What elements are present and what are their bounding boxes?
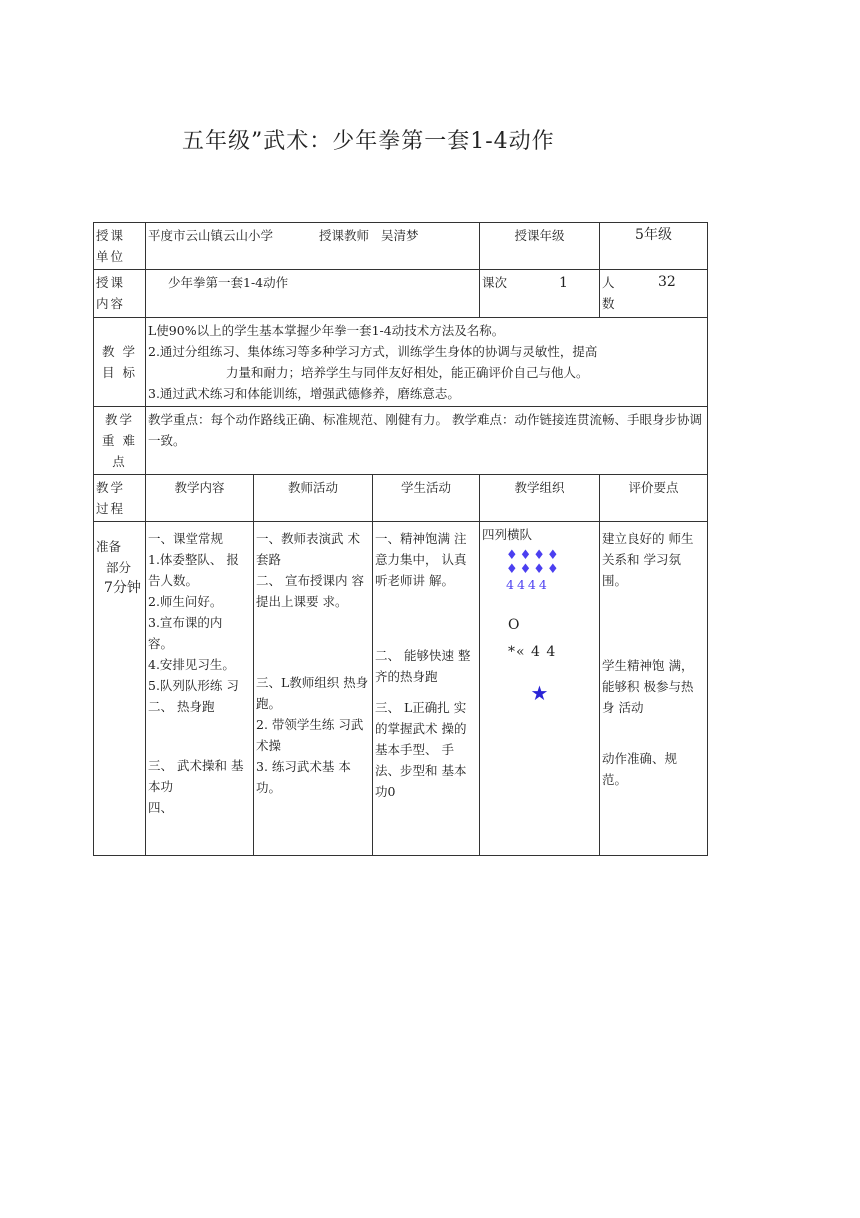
lesson-plan-table <box>93 222 708 856</box>
key-points-label: 教学 重 难 点 <box>94 407 146 475</box>
header-evaluation: 评价要点 <box>600 475 708 522</box>
content-item: 5.队列队形练 习 <box>148 678 239 693</box>
teacher-item: 三、L教师组织 热身跑。 <box>256 675 369 711</box>
header-student: 学生活动 <box>373 475 480 522</box>
goals-text <box>146 318 708 407</box>
prep-phase-cell <box>94 522 146 856</box>
prep-student-cell <box>373 522 480 856</box>
people-cell <box>600 270 708 318</box>
content-value: 少年拳第一套1-4动作 <box>146 270 480 318</box>
header-process: 教学 过程 <box>94 475 146 522</box>
prep-time: 7分钟 <box>104 580 141 596</box>
goal-line-3: 3.通过武术练习和体能训练，增强武德修养，磨练意志。 <box>148 386 460 401</box>
key-points-row <box>94 407 708 475</box>
teacher-item: 一、教师表演武 术套路 <box>256 531 360 567</box>
prep-evaluation-cell <box>600 522 708 856</box>
teacher-item: 二、 宣布授课内 容提出上课要 求。 <box>256 573 364 609</box>
lesson-value: 1 <box>558 275 568 291</box>
prep-phase: 准备 <box>96 539 122 554</box>
goals-label: 教 学 目 标 <box>94 318 146 407</box>
header-teacher: 教师活动 <box>254 475 373 522</box>
diamond-row-2: ♦♦♦♦ <box>506 562 561 577</box>
process-header-row <box>94 475 708 522</box>
content-item: 二、 热身跑 <box>148 699 215 714</box>
evaluation-item: 建立良好的 师生关系和 学习氛围。 <box>602 531 694 588</box>
lesson-label: 课次 <box>482 275 508 290</box>
diamond-row-1: ♦♦♦♦ <box>506 548 561 563</box>
evaluation-item: 动作准确、规 范。 <box>602 751 678 787</box>
content-item: 3.宣布课的内 容。 <box>148 615 223 651</box>
number-row: 4444 <box>506 577 550 592</box>
student-item: 一、精神饱满 注意力集中， 认真听老师讲 解。 <box>375 531 467 588</box>
teacher-value: 吴清梦 <box>380 228 419 243</box>
prep-teacher-cell <box>254 522 373 856</box>
content-item: 4.安排见习生。 <box>148 657 235 672</box>
teacher-label: 授课教师 <box>318 228 369 243</box>
evaluation-item: 学生精神饱 满，能够积 极参与热身 活动 <box>602 658 694 715</box>
mark-line: *« 4 4 <box>508 644 557 660</box>
key-points-text: 教学重点：每个动作路线正确、标准规范、刚健有力。 教学难点：动作链接连贯流畅、手眼身步协调一致。 <box>146 407 708 475</box>
content-item: 1.体委整队、 报告人数。 <box>148 552 239 588</box>
content-item: 一、课堂常规 <box>148 531 224 546</box>
header-content: 教学内容 <box>146 475 254 522</box>
prep-organization-cell <box>480 522 600 856</box>
student-item: 二、 能够快速 整齐的热身跑 <box>375 648 471 684</box>
goal-line-2: 2.通过分组练习、集体练习等多种学习方式，训练学生身体的协调与灵敏性，提高 <box>148 344 598 359</box>
lesson-cell <box>480 270 600 318</box>
content-label: 授课 内容 <box>94 270 146 318</box>
header-organization: 教学组织 <box>480 475 600 522</box>
people-value: 32 <box>657 274 676 290</box>
prep-part: 部分 <box>106 560 132 575</box>
goal-line-2b: 力量和耐力；培养学生与同伴友好相处，能正确评价自己与他人。 <box>226 365 589 380</box>
grade-value: 5年级 <box>600 223 708 270</box>
student-item: 三、 L正确扎 实的掌握武术 操的基本手型、 手法、步型和 基本功0 <box>375 700 467 799</box>
page-title: 五年级”武术：少年拳第一套1-4动作 <box>182 129 555 154</box>
unit-row <box>94 223 708 270</box>
people-label: 人数 <box>602 275 615 311</box>
content-item: 三、 武术操和 基本功 <box>148 758 244 794</box>
content-item: 2.师生问好。 <box>148 594 223 609</box>
content-row <box>94 270 708 318</box>
formation-label: 四列横队 <box>482 527 533 542</box>
unit-label: 授课 单位 <box>94 223 146 270</box>
unit-value: 平度市云山镇云山小学 <box>148 228 274 243</box>
content-item: 四、 <box>148 800 174 815</box>
unit-teacher-cell <box>146 223 480 270</box>
o-mark: O <box>508 617 520 633</box>
prep-content-cell <box>146 522 254 856</box>
prep-row <box>94 522 708 856</box>
teacher-item: 2. 带领学生练 习武术操 <box>256 717 364 753</box>
teacher-item: 3. 练习武术基 本功。 <box>256 759 351 795</box>
goals-row <box>94 318 708 407</box>
grade-label: 授课年级 <box>480 223 600 270</box>
goal-line-1: L使90%以上的学生基本掌握少年拳一套1-4动技术方法及名称。 <box>148 323 505 338</box>
star-icon: ★ <box>530 681 549 705</box>
